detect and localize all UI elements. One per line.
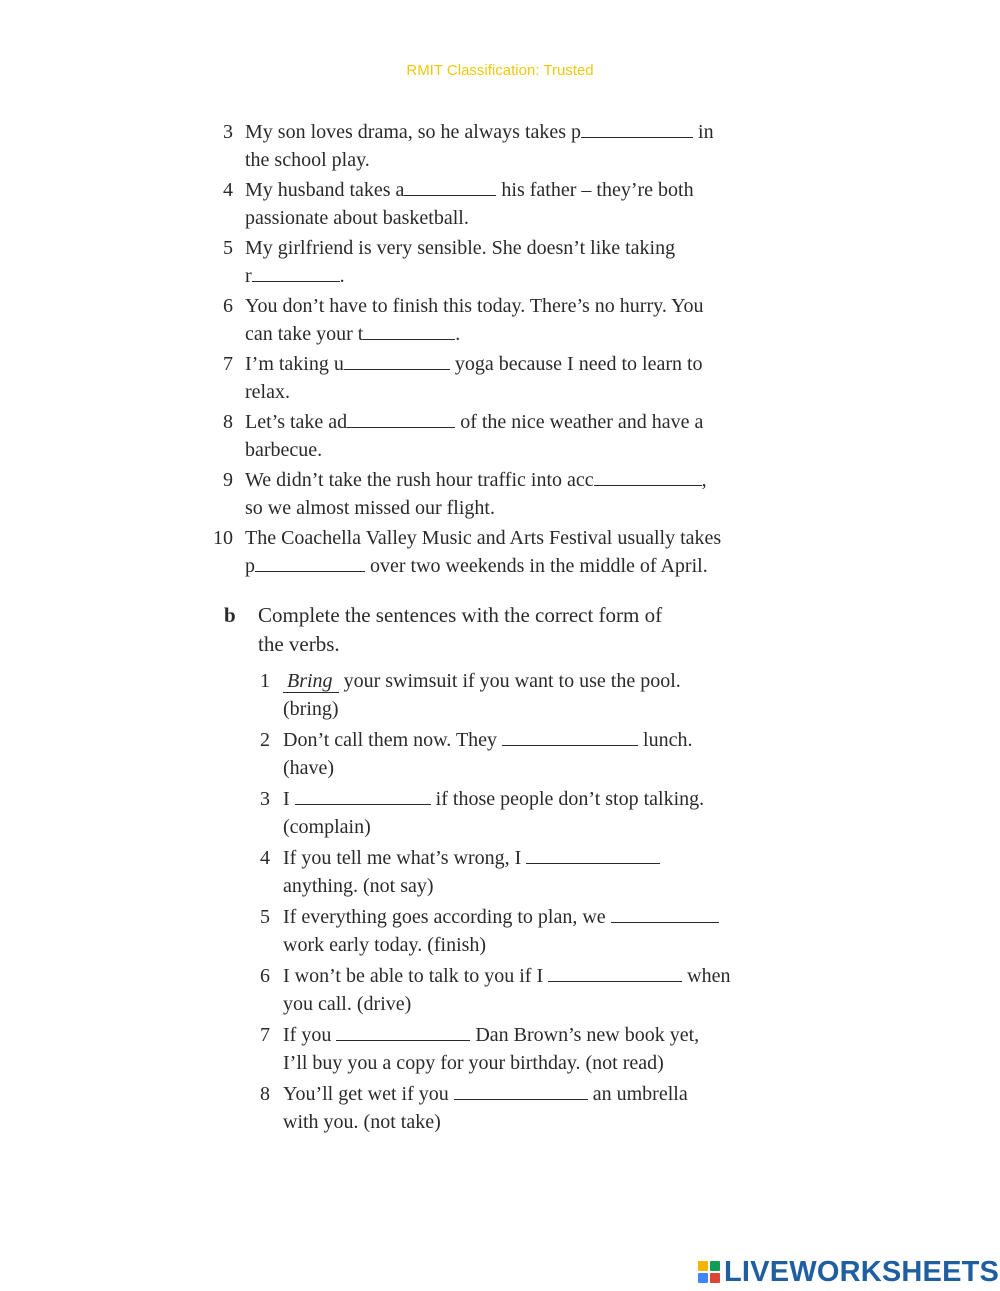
item-number: 5 — [223, 237, 233, 259]
sentence-text: work early today. (finish) — [283, 934, 487, 956]
sentence-text: . — [455, 323, 461, 345]
item-number: 9 — [223, 469, 233, 491]
sentence-line — [283, 962, 730, 990]
sentence-text: p — [245, 555, 255, 577]
sentence-line — [283, 695, 681, 723]
sentence-line — [283, 931, 719, 959]
sentence-line — [245, 378, 703, 406]
sentence-text: I’m taking u — [245, 353, 344, 375]
sentence-text: Let’s take ad — [245, 411, 348, 433]
sentence-text: passionate about basketball. — [245, 207, 469, 229]
instruction-line-2: the verbs. — [258, 632, 340, 656]
sentence-text: his father – they’re both — [496, 179, 694, 201]
sentence-line — [283, 667, 681, 695]
answer-blank[interactable] — [581, 120, 693, 138]
sentence-line — [283, 1049, 699, 1077]
sentence-text: My girlfriend is very sensible. She doesn’t like taking — [245, 237, 676, 259]
item-number: 1 — [260, 670, 270, 692]
sentence-text: when — [682, 965, 731, 987]
sentence-line — [245, 204, 694, 232]
answer-blank[interactable] — [295, 787, 431, 805]
answer-blank[interactable] — [611, 905, 719, 923]
liveworksheets-logo — [698, 1256, 999, 1288]
sentence-text: with you. (not take) — [283, 1111, 441, 1133]
sentence-line — [245, 118, 714, 146]
sentence-line — [245, 320, 704, 348]
answer-blank[interactable] — [502, 728, 638, 746]
answer-blank[interactable] — [548, 964, 682, 982]
sentence-text: yoga because I need to learn to — [449, 353, 703, 375]
sentence-text: You’ll get wet if you — [283, 1083, 454, 1105]
sentence-line — [283, 785, 704, 813]
item-number: 7 — [223, 353, 233, 375]
answer-blank[interactable] — [252, 264, 340, 282]
answer-blank[interactable] — [347, 410, 455, 428]
answer-blank[interactable] — [454, 1082, 588, 1100]
sentence-line — [245, 262, 675, 290]
sentence-text: can take your t — [245, 323, 364, 345]
sentence-line — [283, 903, 719, 931]
sentence-text: an umbrella — [587, 1083, 688, 1105]
answer-blank[interactable] — [255, 554, 365, 572]
sentence-line — [245, 466, 707, 494]
sentence-text: barbecue. — [245, 439, 323, 461]
sentence-line — [245, 350, 703, 378]
sentence-text: If you — [283, 1024, 337, 1046]
item-number: 4 — [260, 847, 270, 869]
sentence-text: you call. (drive) — [283, 993, 412, 1015]
sentence-text: (complain) — [283, 816, 371, 838]
sentence-line — [245, 436, 703, 464]
instruction-line-1: Complete the sentences with the correct form of — [258, 603, 663, 627]
sentence-line — [283, 1080, 688, 1108]
sentence-line — [245, 408, 703, 436]
item-number: 8 — [260, 1083, 270, 1105]
sentence-line — [283, 990, 730, 1018]
sentence-text: so we almost missed our flight. — [245, 497, 495, 519]
item-number: 2 — [260, 729, 270, 751]
sentence-text: My husband takes a — [245, 179, 405, 201]
sentence-text: your swimsuit if you want to use the pool. — [338, 670, 681, 692]
sentence-text: the school play. — [245, 149, 370, 171]
sentence-text: relax. — [245, 381, 290, 403]
sentence-line — [283, 844, 660, 872]
answer-blank[interactable] — [336, 1023, 470, 1041]
sentence-text: If everything goes according to plan, we — [283, 906, 611, 928]
sentence-line — [283, 813, 704, 841]
item-number: 7 — [260, 1024, 270, 1046]
item-number: 3 — [223, 121, 233, 143]
sentence-line — [245, 176, 694, 204]
sentence-line — [245, 524, 721, 552]
answer-blank[interactable] — [526, 846, 660, 864]
sentence-text: (have) — [283, 757, 335, 779]
logo-text: LIVEWORKSHEETS — [724, 1255, 1000, 1288]
section-letter: b — [224, 603, 236, 627]
sentence-text: I — [283, 788, 295, 810]
sentence-text: I’ll buy you a copy for your birthday. (not read) — [283, 1052, 664, 1074]
sentence-text: , — [701, 469, 707, 491]
sentence-line — [283, 1021, 699, 1049]
item-number: 6 — [223, 295, 233, 317]
sentence-line — [245, 292, 704, 320]
sentence-line — [283, 726, 692, 754]
item-number: 5 — [260, 906, 270, 928]
sentence-text: Dan Brown’s new book yet, — [470, 1024, 700, 1046]
sentence-line — [283, 1108, 688, 1136]
sentence-text: of the nice weather and have a — [455, 411, 704, 433]
sentence-text: My son loves drama, so he always takes p — [245, 121, 582, 143]
sentence-text: (bring) — [283, 698, 339, 720]
sentence-text: You don’t have to finish this today. There’s no hurry. You — [245, 295, 704, 317]
answer-blank[interactable] — [344, 352, 450, 370]
example-answer: Bring — [283, 670, 339, 693]
item-number: 10 — [213, 527, 233, 549]
answer-blank[interactable] — [363, 322, 455, 340]
sentence-line — [245, 146, 714, 174]
item-number: 3 — [260, 788, 270, 810]
sentence-line — [245, 552, 721, 580]
classification-label: RMIT Classification: Trusted — [406, 62, 594, 79]
sentence-text: Don’t call them now. They — [283, 729, 503, 751]
sentence-line — [245, 494, 707, 522]
item-number: 4 — [223, 179, 233, 201]
sentence-text: over two weekends in the middle of April. — [365, 555, 708, 577]
sentence-text: in — [693, 121, 714, 143]
sentence-line — [283, 872, 660, 900]
sentence-line — [245, 234, 675, 262]
answer-blank[interactable] — [404, 178, 496, 196]
sentence-line — [283, 754, 692, 782]
sentence-text: . — [339, 265, 345, 287]
item-number: 8 — [223, 411, 233, 433]
sentence-text: if those people don’t stop talking. — [430, 788, 705, 810]
item-number: 6 — [260, 965, 270, 987]
sentence-text: If you tell me what’s wrong, I — [283, 847, 527, 869]
sentence-text: lunch. — [638, 729, 693, 751]
sentence-text: r — [245, 265, 252, 287]
sentence-text: We didn’t take the rush hour traffic into acc — [245, 469, 594, 491]
sentence-text: I won’t be able to talk to you if I — [283, 965, 549, 987]
answer-blank[interactable] — [594, 468, 702, 486]
sentence-text: The Coachella Valley Music and Arts Festival usually takes — [245, 527, 722, 549]
logo-grid-icon — [698, 1261, 720, 1283]
sentence-text: anything. (not say) — [283, 875, 434, 897]
